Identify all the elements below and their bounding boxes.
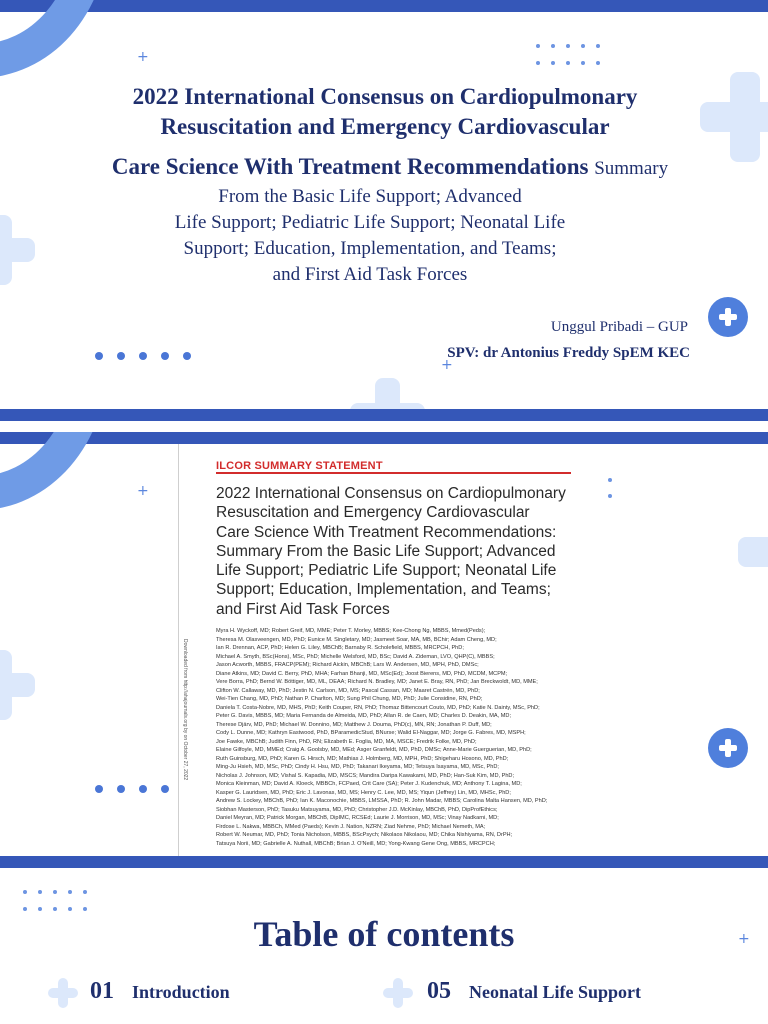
author-line: Joe Fawke, MBChB; Judith Finn, PhD, RN; Elizabeth E. Foglia, MD, MA, MSCE; Fredrik Folke, MD, PhD; xyxy=(216,738,477,745)
author-line: Peter G. Davis, MBBS, MD; Maria Fernanda de Almeida, MD, PhD; Allan R. de Caen, MD; Charles D. Deakin, MA, MD; xyxy=(216,713,512,719)
title-line: 2022 International Consensus on Cardiopulmonary xyxy=(132,84,638,109)
dot-column-icon xyxy=(608,478,612,498)
author-line: Monica Kleinman, MD; David A. Kloeck, MBBCh, FCPaed, Crit Care (SA); Peter J. Kudenchuk, MD; Anthony T. Lagina, MD; xyxy=(216,781,522,787)
small-plus-icon: + xyxy=(137,483,149,499)
large-plus-icon xyxy=(0,215,35,285)
paper-title-line: and First Aid Task Forces xyxy=(216,600,390,618)
paper-title-line: Life Support; Pediatric Life Support; Neonatal Life xyxy=(216,562,557,580)
large-plus-icon xyxy=(738,507,768,597)
author-line: Ming-Ju Hsieh, MD, MSc, PhD; Cindy H. Hsu, MD, PhD; Takanari Ikeyama, MD; Tetsuya Isayama, MD, MSc, PhD; xyxy=(216,764,499,770)
toc-item-neonatal-life-support[interactable] xyxy=(427,978,641,1005)
toc-label: Neonatal Life Support xyxy=(469,982,642,1002)
supervisor-name: SPV: dr Antonius Freddy SpEM KEC xyxy=(447,345,690,361)
author-line: Ian R. Drennan, ACP, PhD; Helen G. Liley, MBChB; Barnaby R. Scholefield, MBBS, MRCPCH, PhD; xyxy=(216,645,464,651)
dot-grid-icon xyxy=(536,44,600,65)
title-line: Care Science With Treatment Recommendations xyxy=(111,154,589,179)
paper-title-line: 2022 International Consensus on Cardiopulmonary xyxy=(216,485,566,502)
author-line: Clifton W. Callaway, MD, PhD; Jestin N. Carlson, MD, MS; Pascal Cassan, MD; Maaret Castrén, MD, PhD; xyxy=(216,687,480,694)
ilcor-header: ILCOR SUMMARY STATEMENT xyxy=(216,460,383,472)
subtitle-line: From the Basic Life Support; Advanced xyxy=(218,186,522,207)
dot-row-icon xyxy=(95,785,169,793)
toc-number: 01 xyxy=(90,978,114,1004)
author-line: Nicholas J. Johnson, MD; Vishal S. Kapadia, MD, MSCS; Mandira Daripa Kawakami, MD, PhD; Han-Suk Kim, MD, PhD; xyxy=(216,772,515,779)
author-list xyxy=(216,627,586,848)
download-note: Downloaded from http://ahajournals.org by on October 27, 2022 xyxy=(182,639,188,781)
paper-slide xyxy=(0,432,768,868)
author-line: Daniel Meyran, MD; Patrick Morgan, MBChB, DipIMC, RCSEd; Laurie J. Morrison, MD, MSc; Vinay Nadkarni, MD; xyxy=(216,815,499,821)
page-divider xyxy=(178,444,179,856)
author-line: Tatsuya Norii, MD; Gabrielle A. Nuthall, MBChB; Brian J. O'Neill, MD; Yong-Kwang Gene Ong, MBBS, MRCPCH; xyxy=(216,840,496,847)
author-line: Elaine Gilfoyle, MD, MMEd; Craig A. Goolsby, MD, MEd; Asger Granfeldt, MD, PhD, DMSc; Anne-Marie Guerguerian, MD, PhD; xyxy=(216,747,532,753)
paper-page xyxy=(178,444,588,856)
top-accent-bar xyxy=(0,0,768,12)
plus-icon xyxy=(383,978,413,1008)
author-line: Ruth Guinsburg, MD, PhD; Karen G. Hirsch, MD; Mathias J. Holmberg, MD, MPH, PhD; Shigeharu Hosono, MD, PhD; xyxy=(216,755,509,762)
author-line: Michael A. Smyth, BSc(Hons), MSc, PhD; Michelle Welsford, MD, BSc; David A. Zideman, LVO, QHP(C), MBBS; xyxy=(216,653,495,660)
slide-title xyxy=(60,82,710,142)
author-line: Andrew S. Lockey, MBChB, PhD; Ian K. Maconochie, MBBS, LMSSA, PhD; R. John Madar, MBBS; Carolina Malta Hansen, MD, PhD; xyxy=(216,798,548,804)
title-slide xyxy=(0,0,768,421)
paper-title xyxy=(216,484,581,619)
title-summary-word: Summary xyxy=(594,158,669,179)
slide-subtitle xyxy=(110,184,630,288)
author-line: Therese Djärv, MD, PhD; Michael W. Donnino, MD; Matthew J. Douma, PhD(c), MN, RN; Jonathan P. Duff, MD; xyxy=(216,721,492,728)
author-line: Kasper G. Lauridsen, MD, PhD; Eric J. Lavonas, MD, MS; Henry C. Lee, MD, MS; Yiqun (Jeffrey) Lin, MD, MHSc, PhD; xyxy=(216,789,511,796)
author-line: Theresa M. Olasveengen, MD, PhD; Eunice M. Singletary, MD; Jasmeet Soar, MA, MB, BChir; Adam Cheng, MD; xyxy=(216,636,497,643)
top-accent-bar xyxy=(0,432,768,444)
paper-title-line: Resuscitation and Emergency Cardiovascular xyxy=(216,504,530,522)
bottom-accent-bar xyxy=(0,409,768,421)
small-plus-icon: + xyxy=(738,931,750,947)
toc-title: Table of contents xyxy=(253,914,515,954)
author-line: Cody L. Dunne, MD; Kathryn Eastwood, PhD, BParamedicStud, BNurse; Walid El-Naggar, MD; Jorge G. Fabres, MD, MSPH; xyxy=(216,730,526,736)
author-line: Diane Atkins, MD; David C. Berry, PhD, MHA; Farhan Bhanji, MD, MSc(Ed); Joost Bierens, MD, PhD, MCDM, MCPM; xyxy=(216,670,508,677)
paper-title-line: Support; Education, Implementation, and Teams; xyxy=(216,581,551,599)
toc-label: Introduction xyxy=(132,982,230,1002)
author-line: Firdose L. Nakwa, MBBCh, MMed (Paeds); Kevin J. Nation, NZRN; Ziad Nehme, PhD; Michael Nemeth, MA; xyxy=(216,823,486,830)
presenter-name: Unggul Pribadi – GUP xyxy=(550,319,688,335)
author-line: Wei-Tien Chang, MD, PhD; Nathan P. Charlton, MD; Sung Phil Chung, MD, PhD; Julie Considine, RN, PhD; xyxy=(216,696,483,702)
plus-circle-icon xyxy=(708,728,748,768)
bottom-accent-bar xyxy=(0,856,768,868)
subtitle-line: Support; Education, Implementation, and Teams; xyxy=(183,238,557,259)
author-line: Jason Acworth, MBBS, FRACP(PEM); Richard Aickin, MBChB; Lars W. Andersen, MD, MPH, PhD, DMSc; xyxy=(216,662,479,668)
toc-item-introduction[interactable] xyxy=(90,978,230,1005)
author-line: Daniela T. Costa-Nobre, MD, MHS, PhD; Keith Couper, RN, PhD; Thomaz Bittencourt Couto, MD, PhD; Katie N. Dainty, MSc, PhD; xyxy=(216,704,540,711)
subtitle-line: and First Aid Task Forces xyxy=(272,264,468,285)
author-line: Siobhan Masterson, PhD; Tasuku Matsuyama, MD, PhD; Christopher J.D. McKinlay, MBChB, PhD, DipProfEthics; xyxy=(216,806,498,813)
dot-grid-icon xyxy=(23,890,87,911)
small-plus-icon: + xyxy=(441,357,453,373)
author-line: Vere Borra, PhD; Bernd W. Böttiger, MD, ML, DEAA; Richard N. Bradley, MD; Janet E. Bray, RN, PhD; Jan Breckwoldt, MD, MME; xyxy=(216,679,538,685)
author-line: Myra H. Wyckoff, MD; Robert Greif, MD, MME; Peter T. Morley, MBBS; Kee-Chong Ng, MBBS, Mmed(Peds); xyxy=(216,628,486,634)
slide-title-line3 xyxy=(40,153,740,183)
title-line: Resuscitation and Emergency Cardiovascular xyxy=(160,114,610,139)
ilcor-header-rule xyxy=(216,472,571,474)
subtitle-line: Life Support; Pediatric Life Support; Neonatal Life xyxy=(174,212,566,233)
plus-icon xyxy=(48,978,78,1008)
toc-slide xyxy=(0,876,768,1024)
dot-row-icon xyxy=(95,352,191,360)
large-plus-icon xyxy=(0,650,35,720)
paper-title-line: Care Science With Treatment Recommendations: xyxy=(216,523,557,541)
author-line: Robert W. Neumar, MD, PhD; Tonia Nicholson, MBBS, BScPsych; Nikolaos Nikolaou, MD; Chika Nishiyama, RN, DrPH; xyxy=(216,832,513,838)
small-plus-icon: + xyxy=(137,49,149,65)
toc-number: 05 xyxy=(427,978,451,1004)
plus-circle-icon xyxy=(708,297,748,337)
large-plus-icon xyxy=(700,72,768,162)
paper-title-line: Summary From the Basic Life Support; Advanced xyxy=(216,542,556,560)
